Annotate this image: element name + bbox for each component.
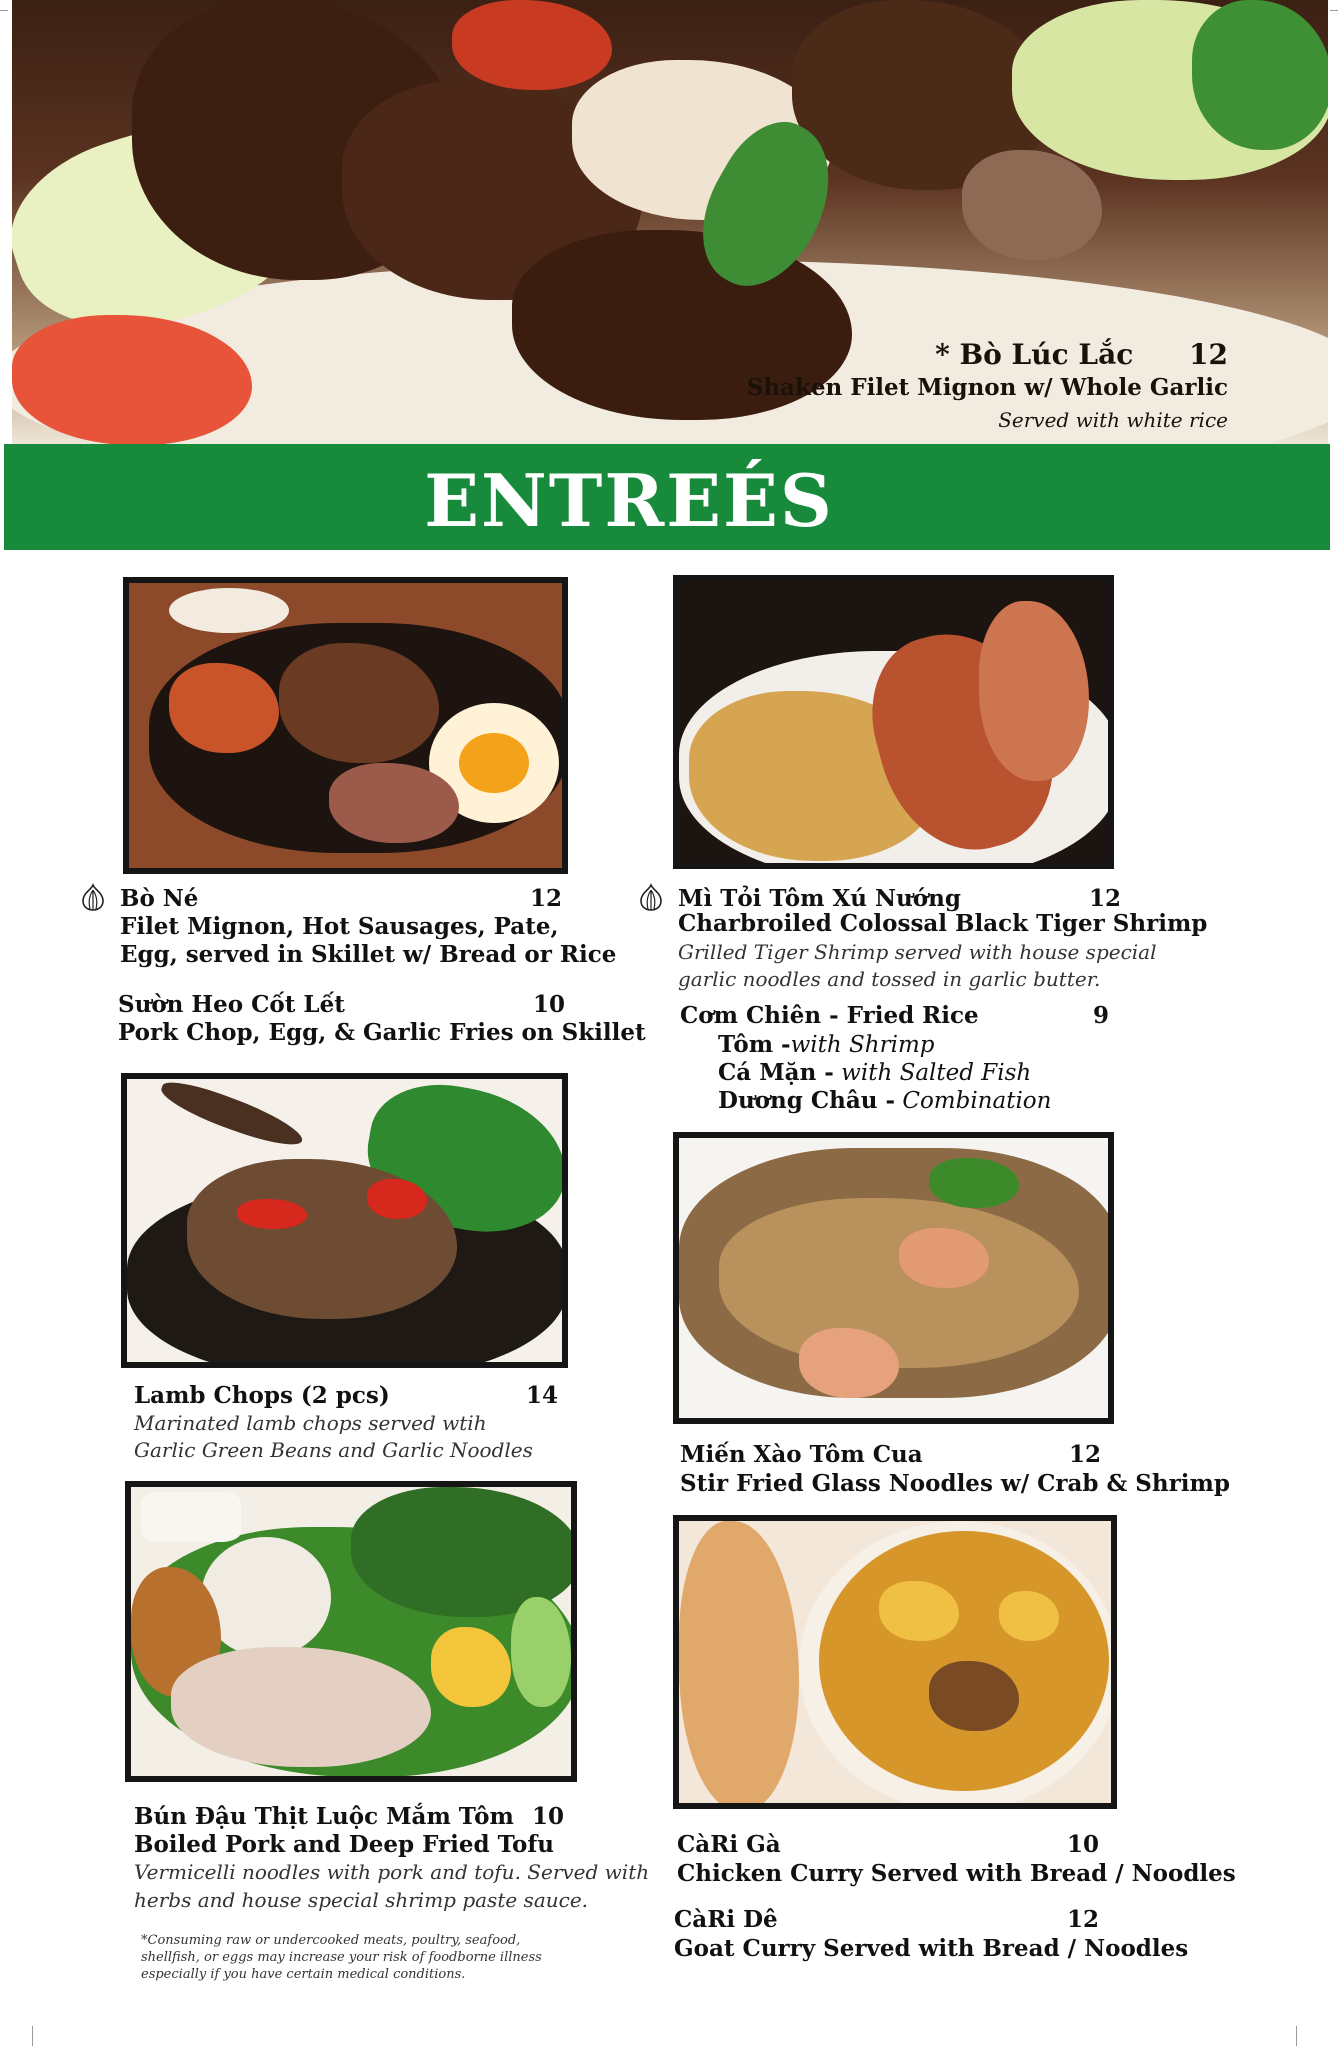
item-price-cari-ga: 10 [1067,1831,1100,1858]
option-detail: with Salted Fish [841,1060,1032,1086]
option-label: Tôm - [718,1031,791,1058]
item-name-cari-ga: CàRi Gà [677,1831,781,1858]
item-desc-mi-toi-2: garlic noodles and tossed in garlic butter. [678,967,1101,991]
option-label: Dương Châu - [718,1087,896,1114]
photo-bo-ne [123,577,568,874]
featured-name: * Bò Lúc Lắc [935,338,1134,371]
item-subtitle-bun-dau: Boiled Pork and Deep Fried Tofu [134,1831,555,1858]
item-name-mi-toi: Mì Tỏi Tôm Xú Nướng [678,885,961,912]
disclaimer [141,1932,542,1983]
option-tom [718,1031,934,1059]
item-price-lamb-chops: 14 [526,1382,559,1409]
item-price-bo-ne: 12 [530,885,563,912]
item-subtitle-cari-de: Goat Curry Served with Bread / Noodles [674,1935,1189,1962]
option-detail: with Shrimp [790,1032,935,1058]
item-subtitle-cari-ga: Chicken Curry Served with Bread / Noodles [677,1860,1236,1887]
item-price-com-chien: 9 [1093,1002,1110,1029]
photo-cari-ga [673,1515,1117,1809]
item-desc-bo-ne-2: Egg, served in Skillet w/ Bread or Rice [120,941,617,968]
item-desc-mi-toi-1: Grilled Tiger Shrimp served with house special [678,940,1157,964]
disclaimer-line: shellfish, or eggs may increase your risk of foodborne illness [141,1950,542,1965]
crop-mark [1296,2026,1297,2046]
item-price-cari-de: 12 [1067,1906,1100,1933]
option-label: Cá Mặn - [718,1059,834,1086]
garlic-icon [78,882,108,912]
item-name-bun-dau: Bún Đậu Thịt Luộc Mắm Tôm [134,1803,514,1830]
garlic-icon [636,882,666,912]
photo-mien-xao [673,1132,1114,1424]
item-name-mien-xao: Miến Xào Tôm Cua [680,1441,923,1468]
item-name-com-chien: Cơm Chiên - Fried Rice [680,1002,979,1029]
photo-lamb-chops [121,1073,568,1368]
photo-mi-toi-tom [673,575,1114,869]
option-detail: Combination [902,1088,1052,1114]
item-desc-lamb-chops-2: Garlic Green Beans and Garlic Noodles [134,1438,533,1462]
hero-photo [12,0,1328,444]
crop-mark [32,2026,33,2046]
item-desc-bo-ne-1: Filet Mignon, Hot Sausages, Pate, [120,913,559,940]
option-ca-man [718,1059,1031,1087]
section-banner [4,444,1330,550]
item-name-cari-de: CàRi Dê [674,1906,778,1933]
item-desc-suon-heo: Pork Chop, Egg, & Garlic Fries on Skillet [118,1019,646,1046]
item-name-lamb-chops: Lamb Chops (2 pcs) [134,1382,390,1409]
crop-mark [0,10,8,11]
option-duong-chau [718,1087,1051,1115]
disclaimer-line: *Consuming raw or undercooked meats, poultry, seafood, [141,1933,521,1948]
featured-note: Served with white rice [998,408,1228,432]
featured-price: 12 [1189,338,1228,371]
featured-name-row [935,338,1228,371]
photo-bun-dau [125,1481,577,1782]
item-subtitle-mien-xao: Stir Fried Glass Noodles w/ Crab & Shrimp [680,1470,1230,1497]
item-desc-bun-dau-1: Vermicelli noodles with pork and tofu. Served with [134,1860,650,1884]
section-title: ENTREÉS [424,458,834,543]
item-price-mi-toi: 12 [1089,885,1122,912]
item-price-mien-xao: 12 [1069,1441,1102,1468]
item-desc-lamb-chops-1: Marinated lamb chops served wtih [134,1411,487,1435]
item-price-suon-heo: 10 [533,991,566,1018]
disclaimer-line: especially if you have certain medical conditions. [141,1967,466,1982]
crop-mark [1330,10,1338,11]
item-name-bo-ne: Bò Né [120,885,199,912]
item-price-bun-dau: 10 [532,1803,565,1830]
item-desc-bun-dau-2: herbs and house special shrimp paste sauce. [134,1888,589,1912]
item-subtitle-mi-toi: Charbroiled Colossal Black Tiger Shrimp [678,910,1208,937]
item-name-suon-heo: Sườn Heo Cốt Lết [118,991,345,1018]
featured-subtitle: Shaken Filet Mignon w/ Whole Garlic [746,374,1228,401]
